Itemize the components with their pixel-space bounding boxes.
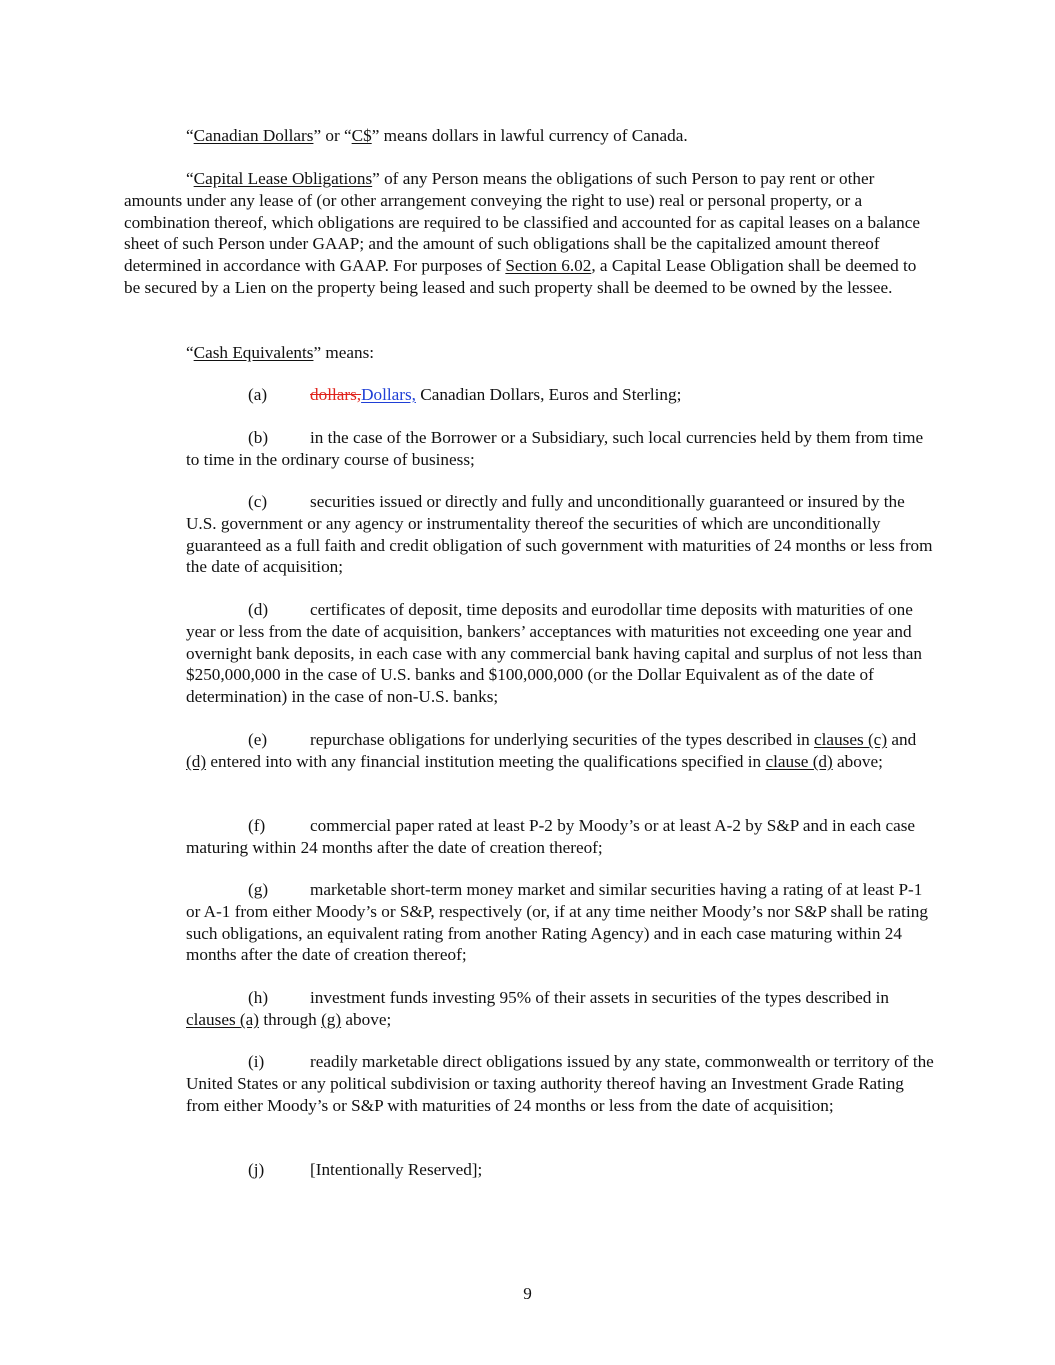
clause-h: (h) investment funds investing 95% of their assets in securities of the types described in clauses (a) through (g) above; — [186, 988, 890, 1029]
clause-reference: clause (d) — [765, 751, 833, 771]
clause-i: (i) readily marketable direct obligations issued by any state, commonwealth or territory of the United States or any political subdivision or taxing authority thereof having an Investment Grade Rating from either Moody’s or S&P with maturities of 24 months or less from the date of acquisition; — [186, 1052, 934, 1115]
defined-term: Canadian Dollars — [193, 126, 314, 145]
clause-j: (j) [Intentionally Reserved]; — [248, 1160, 483, 1179]
clause-label: (a) — [248, 385, 268, 404]
clause-label: (i) — [248, 1052, 265, 1071]
defined-term: Capital Lease Obligations — [193, 169, 373, 188]
clause-label: (g) — [248, 880, 269, 899]
definition-capital-lease-obligations: “Capital Lease Obligations” of any Person means the obligations of such Person to pay rent or other amounts under any lease of (or other arrangement conveying the right to use) real or personal property, or a combination thereof, which obligations are required to be classified and accounted for as capital leases on a balance sheet of such Person under GAAP; and the amount of such obligations shall be the capitalized amount thereof determined in accordance with GAAP. For purposes of Section 6.02, a Capital Lease Obligation shall be deemed to be secured by a Lien on the property being leased and such property shall be deemed to be owned by the lessee. — [124, 169, 921, 297]
clause-label: (b) — [248, 428, 269, 447]
tracked-deletion: dollars, — [310, 385, 362, 404]
clause-d: (d) certificates of deposit, time deposits and eurodollar time deposits with maturities of one year or less from the date of acquisition, bankers’ acceptances with maturities not exceeding one year and overnight bank deposits, in each case with any commercial bank having capital and surplus of not less than $250,000,000 in the case of U.S. banks and $100,000,000 (or the Dollar Equivalent as of the date of determination) in the case of non-U.S. banks; — [186, 600, 922, 707]
definition-canadian-dollars: “Canadian Dollars” or “C$” means dollars in lawful currency of Canada. — [186, 126, 688, 145]
clause-a: (a) dollars,Dollars, Canadian Dollars, Euros and Sterling; — [248, 385, 682, 404]
clause-reference: (g) — [321, 1009, 342, 1029]
section-reference: Section 6.02 — [505, 256, 592, 276]
clause-label: (c) — [248, 492, 268, 511]
clause-e: (e) repurchase obligations for underlying securities of the types described in clauses (c) and (d) entered into with any financial institution meeting the qualifications specified in clause (d) above; — [186, 730, 917, 771]
clause-b: (b) in the case of the Borrower or a Subsidiary, such local currencies held by them from time to time in the ordinary course of business; — [186, 428, 924, 469]
clause-label: (e) — [248, 730, 268, 749]
clause-reference: clauses (c) — [814, 730, 888, 749]
clause-f: (f) commercial paper rated at least P-2 by Moody’s or at least A-2 by S&P and in each case maturing within 24 months after the date of creation thereof; — [186, 816, 916, 857]
clause-c: (c) securities issued or directly and fully and unconditionally guaranteed or insured by the U.S. government or any agency or instrumentality thereof the securities of which are unconditionally guaranteed as a full faith and credit obligation of such government with maturities of 24 months or less from the date of acquisition; — [186, 492, 933, 577]
clause-label: (d) — [248, 600, 269, 619]
defined-term: Cash Equivalents — [193, 343, 314, 362]
definition-cash-equivalents: “Cash Equivalents” means: — [186, 343, 375, 362]
page-number: 9 — [523, 1284, 532, 1303]
clause-label: (j) — [248, 1160, 265, 1179]
clause-label: (h) — [248, 988, 269, 1007]
clause-label: (f) — [248, 816, 266, 835]
defined-term-alias: C$ — [351, 126, 372, 145]
tracked-insertion: Dollars, — [361, 385, 416, 404]
clause-reference: (d) — [186, 751, 207, 771]
clause-g: (g) marketable short-term money market and similar securities having a rating of at least P-1 or A-1 from either Moody’s or S&P, respectively (or, if at any time neither Moody’s nor S&P shall be rating such obligations, an equivalent rating from another Rating Agency) and in each case maturing within 24 months after the date of creation thereof; — [186, 880, 928, 965]
clause-reference: clauses (a) — [186, 1009, 260, 1029]
